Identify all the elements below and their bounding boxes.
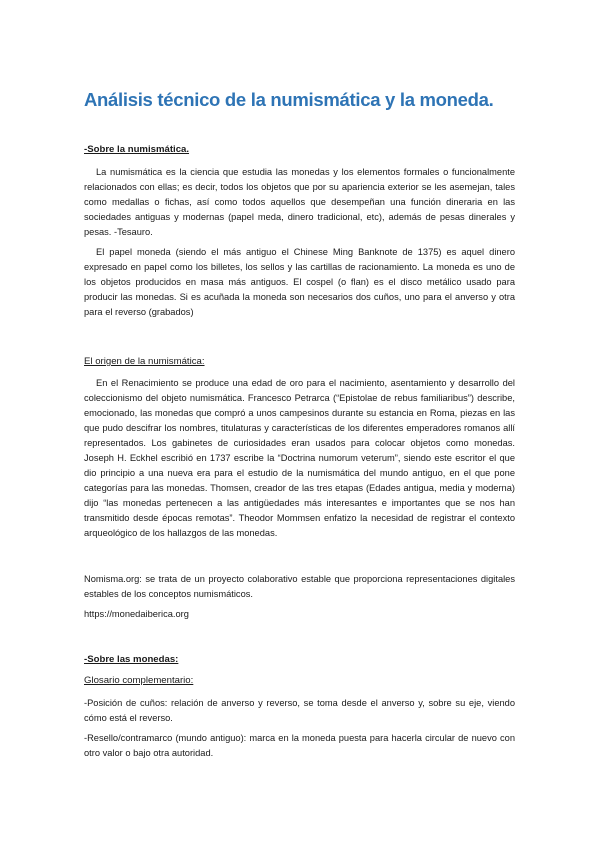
document-title: Análisis técnico de la numismática y la moneda. bbox=[84, 89, 494, 110]
paragraph-nomisma: Nomisma.org: se trata de un proyecto colaborativo estable que proporciona representaciones digitales estables de los conceptos numismáticos. bbox=[84, 574, 515, 599]
reference-link: https://monedaiberica.org bbox=[84, 609, 189, 619]
paragraph-renacimiento: En el Renacimiento se produce una edad de oro para el nacimiento, asentamiento y desarrollo del coleccionismo del objeto numismática. Francesco Petrarca (“Epistolae de rebus familiaribus”) describe, emocionado, las monedas que compró a unos campesinos durante su estancia en Roma, piezas en las que pudo descifrar los nombres, titulaturas y características de los diferentes emperadores romanos allí representados. Los gabinetes de curiosidades eran usados para colocar objetos como monedas. Joseph H. Eckhel escribió en 1737 escribe la “Doctrina numorum veterum”, siendo este escritor el que dio principio a una nueva era para el estudio de la numismática del mundo antiguo, en el que pone categorías para las monedas. Thomsen, creador de las tres etapas (Edades antigua, media y moderna) dijo “las monedas pertenecen a las antigüedades más interesantes e importantes que se nos han transmitido desde épocas remotas”. Theodor Mommsen enfatizo la necesidad de registrar el contexto arqueológico de los hallazgos de las monedas. bbox=[84, 378, 515, 538]
section-heading-numismatica: -Sobre la numismática. bbox=[84, 144, 190, 155]
paragraph-papel-moneda: El papel moneda (siendo el más antiguo el Chinese Ming Banknote de 1375) es aquel dinero expresado en papel como los billetes, los sellos y las cartillas de racionamiento. La moneda es uno de los objetos producidos en masa más antiguos. El cospel (o flan) es el disco metálico usado para producir las monedas. Si es acuñada la moneda son necesarios dos cuños, uno para el anverso y otra para el reverso (grabados) bbox=[84, 247, 515, 317]
glossary-item-posicion-cunos: -Posición de cuños: relación de anverso y reverso, se toma desde el anverso y, sobre su eje, viendo cómo está el reverso. bbox=[84, 698, 515, 723]
section-heading-monedas: -Sobre las monedas: bbox=[84, 654, 179, 665]
paragraph-definicion: La numismática es la ciencia que estudia las monedas y los elementos formales o funcionalmente relacionados con ellas; es decir, todos los objetos que por su apariencia exterior se les asemejan, tales como medallas o fichas, así como todos aquellos que desempeñan una función dineraria en las sociedades antiguas y modernas (papel meda, dinero tradicional, etc), además de pesas dinerales y pesas. -Tesauro. bbox=[84, 167, 515, 237]
glossary-heading: Glosario complementario: bbox=[84, 675, 194, 686]
glossary-item-resello: -Resello/contramarco (mundo antiguo): marca en la moneda puesta para hacerla circular de nuevo con otro valor o bajo otra autoridad. bbox=[84, 733, 515, 758]
section-heading-origen: El origen de la numismática: bbox=[84, 356, 205, 367]
